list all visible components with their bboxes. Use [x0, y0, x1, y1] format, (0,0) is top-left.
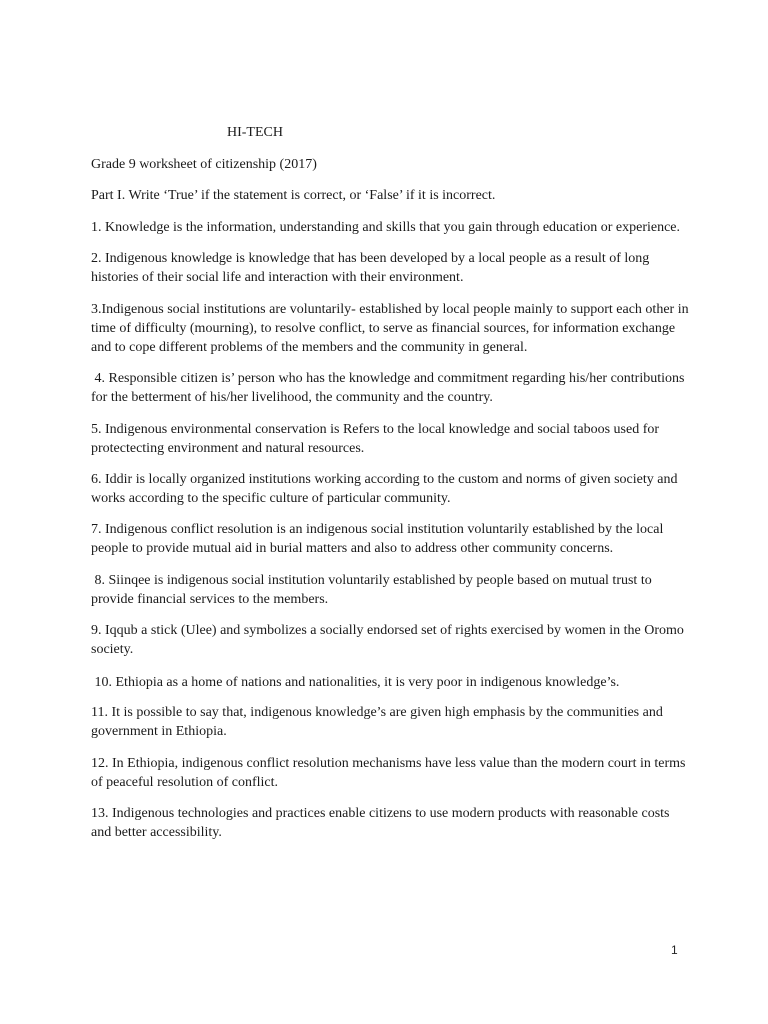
question-4: 4. Responsible citizen is’ person who has the knowledge and commitment regarding his/her contributions for the betterment of his/her livelihood, the community and the country.	[91, 371, 688, 405]
question-12: 12. In Ethiopia, indigenous conflict resolution mechanisms have less value than the modern court in terms of peaceful resolution of conflict.	[91, 756, 686, 790]
question-8: 8. Siinqee is indigenous social institution voluntarily established by people based on mutual trust to provide financial services to the members.	[91, 573, 656, 607]
worksheet-subtitle: Grade 9 worksheet of citizenship (2017)	[91, 157, 317, 172]
question-5: 5. Indigenous environmental conservation is Refers to the local knowledge and social taboos used for protectecting environment and natural resources.	[91, 422, 660, 456]
question-13: 13. Indigenous technologies and practices enable citizens to use modern products with reasonable costs and better accessibility.	[91, 806, 670, 840]
question-2: 2. Indigenous knowledge is knowledge that has been developed by a local people as a result of long histories of their social life and interaction with their environment.	[91, 251, 650, 285]
question-11: 11. It is possible to say that, indigenous knowledge’s are given high emphasis by the communities and government in Ethiopia.	[91, 705, 663, 739]
question-3: 3.Indigenous social institutions are voluntarily- established by local people mainly to support each other in time of difficulty (mourning), to resolve conflict, to serve as financial sources, for information exchange and to cope different problems of the members and the community in general.	[91, 302, 689, 355]
question-10: 10. Ethiopia as a home of nations and nationalities, it is very poor in indigenous knowledge’s.	[91, 675, 620, 690]
question-6: 6. Iddir is locally organized institutions working according to the custom and norms of given society and works according to the specific culture of particular community.	[91, 472, 678, 506]
part-instructions: Part I. Write ‘True’ if the statement is correct, or ‘False’ if it is incorrect.	[91, 188, 496, 203]
page-number: 1	[671, 943, 678, 957]
document-title: HI-TECH	[227, 125, 283, 140]
question-7: 7. Indigenous conflict resolution is an indigenous social institution voluntarily established by the local people to provide mutual aid in burial matters and also to address other community concerns.	[91, 522, 664, 556]
question-1: 1. Knowledge is the information, understanding and skills that you gain through education or experience.	[91, 220, 681, 235]
question-9: 9. Iqqub a stick (Ulee) and symbolizes a socially endorsed set of rights exercised by women in the Oromo society.	[91, 623, 684, 657]
